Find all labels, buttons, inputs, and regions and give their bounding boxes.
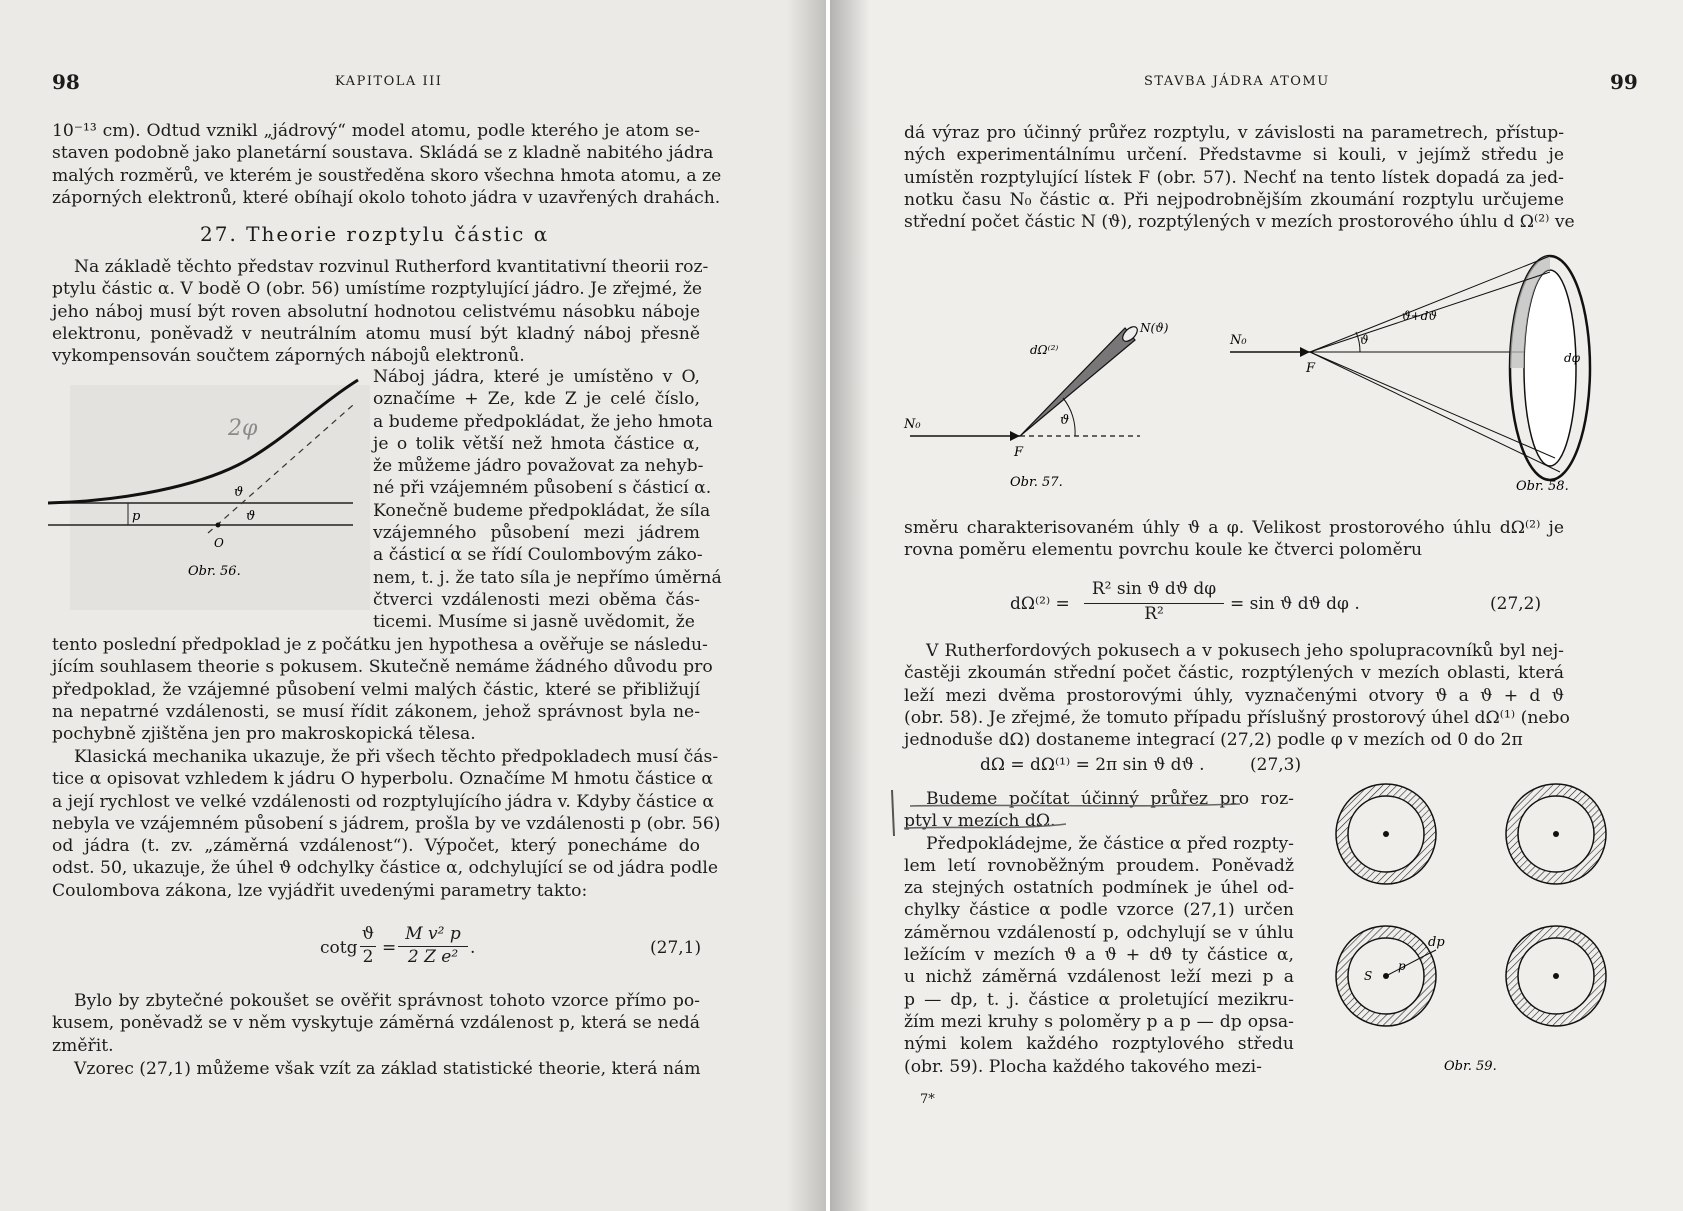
text-line: Konečně budeme předpokládat, že síla (373, 500, 711, 521)
text-line: Na základě těchto představ rozvinul Rutherford kvantitativní theorii roz- (74, 257, 709, 277)
text-line: a budeme předpokládat, že jeho hmota (373, 411, 713, 432)
text-line: že můžeme jádro považovat za nehyb- (373, 456, 704, 477)
eq2-rhs: = sin ϑ dϑ dφ . (1230, 594, 1360, 614)
fig57-label-theta: ϑ (1060, 413, 1070, 428)
fig56-label-p: p (132, 509, 141, 524)
text-line: Předpokládejme, že částice α před rozpty- (926, 833, 1294, 854)
text-line: kusem, poněvadž se v něm vyskytuje záměrná vzdálenost p, která se nedá (52, 1013, 700, 1034)
paragraph-5 (52, 1058, 700, 1080)
text-line: Bylo by zbytečné pokoušet se ověřit správnost tohoto vzorce přímo po- (74, 991, 700, 1011)
eq2-den: R² (1084, 603, 1224, 624)
text-line: předpoklad, že vzájemné působení velmi malých částic, které se přibližují (52, 679, 700, 700)
eq2-number: (27,2) (1490, 594, 1542, 614)
text-line: rovna poměru elementu povrchu koule ke čtverci poloměru (904, 540, 1423, 561)
text-line: Budeme počítat účinný průřez pro roz- (926, 789, 1294, 809)
eq1-lhs: cotg (320, 938, 358, 958)
text-line: u nichž záměrná vzdálenost leží mezi p a (904, 967, 1294, 988)
intro-paragraph (52, 120, 722, 209)
fig59-ring-2 (1506, 784, 1606, 884)
spine-shadow-left (786, 0, 826, 1211)
fig56-label-theta-2: ϑ (246, 509, 256, 524)
right-paragraph (904, 640, 1570, 751)
text-line: Náboj jádra, které je umístěno v O, (373, 367, 700, 387)
fig56-caption: Obr. 56. (188, 564, 241, 579)
text-line: staven podobně jako planetární soustava. Skládá se z kladně nabitého jádra (52, 143, 714, 164)
page-number-right: 99 (1610, 70, 1638, 94)
text-line: Coulombova zákona, lze vyjádřit uvedenými parametry takto: (52, 880, 588, 901)
text-line: Klasická mechanika ukazuje, že při všech těchto předpokladech musí čás- (74, 747, 719, 767)
fig56-label-theta-1: ϑ (234, 485, 244, 500)
text-line: pochybně zjištěna jen pro makroskopická tělesa. (52, 724, 476, 745)
eq1-frac-num: ϑ (361, 924, 375, 944)
text-line: odst. 50, ukazuje, že úhel ϑ odchylky částice α, odchylující se od jádra podle (52, 858, 719, 879)
text-line: jícím souhlasem theorie s pokusem. Skutečně nemáme žádného důvodu pro (52, 657, 713, 678)
equation-27-1: cotg ϑ 2 = M v² p 2 Z e² . (27,1) (320, 924, 702, 967)
running-head-left: KAPITOLA III (335, 74, 443, 89)
paragraph-4 (52, 990, 700, 1057)
eq1-frac-den: 2 (360, 946, 376, 967)
text-line: za stejných ostatních podmínek je úhel od- (904, 878, 1294, 899)
text-line: žím mezi kruhy s poloměry p a p — dp opsa- (904, 1011, 1294, 1032)
fig56-pencil-note: 2φ (228, 416, 258, 441)
running-head-right: STAVBA JÁDRA ATOMU (1144, 74, 1330, 89)
text-line: od jádra (t. zv. „záměrná vzdálenost“). Výpočet, který ponecháme do (52, 836, 700, 857)
text-line: směru charakterisovaném úhly ϑ a φ. Velikost prostorového úhlu dΩ⁽²⁾ je (904, 518, 1564, 538)
eq1-rhs-den: 2 Z e² (398, 946, 468, 967)
fig57-label-domega: dΩ⁽²⁾ (1030, 343, 1059, 357)
text-line: a částicí α se řídí Coulombovým záko- (373, 545, 703, 566)
fig59-label-p: p (1398, 959, 1406, 973)
eq2-num: R² sin ϑ dϑ dφ (1091, 579, 1217, 599)
eq1-number: (27,1) (650, 938, 702, 958)
text-line: je o tolik větší než hmota částice α, (373, 433, 700, 454)
section-title: 27. Theorie rozptylu částic α (200, 222, 550, 246)
right-mid-paragraph (904, 517, 1564, 562)
text-line: Vzorec (27,1) můžeme však vzít za základ statistické theorie, která nám (74, 1059, 701, 1079)
signature-mark: 7* (920, 1092, 935, 1107)
fig58-label-n0: N₀ (1230, 333, 1247, 348)
fig57-caption: Obr. 57. (1010, 475, 1063, 490)
pencil-underline (890, 784, 1290, 844)
figure-58 (1210, 240, 1610, 500)
eq2-lhs: dΩ⁽²⁾ = (1010, 594, 1070, 614)
equation-27-2 (1010, 577, 1570, 633)
fig59-ring-1 (1336, 784, 1436, 884)
text-line: (obr. 59). Plocha každého takového mezi- (904, 1056, 1262, 1077)
fig59-ring-4 (1506, 926, 1606, 1026)
figure-57 (900, 310, 1210, 500)
text-line: elektronu, poněvadž v neutrálním atomu musí být kladný náboj přesně (52, 323, 700, 344)
text-line: na nepatrné vzdálenosti, se musí řídit zákonem, jehož správnost byla ne- (52, 701, 700, 722)
text-line: notku času N₀ částic α. Při nejpodrobnějším zkoumání rozptylu určujeme (904, 189, 1564, 210)
spine-shadow-right (830, 0, 870, 1211)
text-line: chylky částice α podle vzorce (27,1) určen (904, 900, 1294, 921)
eq3-text: dΩ = dΩ⁽¹⁾ = 2π sin ϑ dϑ . (980, 755, 1205, 775)
fig57-label-n0: N₀ (904, 417, 921, 432)
text-line: vzájemného působení mezi jádrem (373, 523, 700, 544)
fig58-label-theta-dtheta: ϑ+dϑ (1402, 309, 1437, 323)
text-line: ležícím v mezích ϑ a ϑ + dϑ ty částice α, (904, 945, 1294, 966)
eq3-number: (27,3) (1250, 755, 1302, 775)
text-line: ptyl v mezích dΩ. (904, 811, 1056, 832)
text-line: p — dp, t. j. částice α proletující mezikru- (904, 989, 1294, 1010)
fig57-label-ntheta: N(ϑ) (1140, 321, 1169, 335)
text-line: umístěn rozptylující lístek F (obr. 57). Nechť na tento lístek dopadá za jed- (904, 167, 1564, 188)
text-line: nebyla ve vzájemném působení s jádrem, prošla by ve vzdálenosti p (obr. 56) (52, 813, 721, 834)
figure-59 (1324, 780, 1620, 1080)
fig59-label-s: S (1364, 969, 1373, 983)
text-line: označíme + Ze, kde Z je celé číslo, (373, 389, 700, 410)
figure-56 (48, 375, 388, 620)
fig59-caption: Obr. 59. (1444, 1059, 1497, 1074)
text-line: né při vzájemném působení s částicí α. (373, 478, 712, 499)
eq1-rhs-num: M v² p (405, 924, 461, 944)
fig58-label-dphi: dφ (1564, 351, 1581, 365)
wrap-paragraph (373, 366, 722, 634)
text-line: změřit. (52, 1035, 114, 1056)
text-line: tice α opisovat vzhledem k jádru O hyperbolu. Označíme M hmotu částice α (52, 769, 713, 790)
text-line: jednoduše dΩ) dostaneme integrací (27,2) podle φ v mezích od 0 do 2π (904, 730, 1523, 751)
text-line: leží mezi dvěma prostorovými úhly, vyznačenými otvory ϑ a ϑ + d ϑ (904, 685, 1564, 706)
text-line: dá výraz pro účinný průřez rozptylu, v závislosti na parametrech, přístup- (904, 123, 1564, 143)
paragraph-3 (52, 746, 721, 902)
fig59-ring-3 (1336, 926, 1445, 1026)
text-line: záporných elektronů, které obíhají okolo tohoto jádra v uzavřených drahách. (52, 187, 721, 208)
text-line: 10⁻¹³ cm). Odtud vznikl „jádrový“ model atomu, podle kterého je atom se- (52, 121, 700, 141)
text-line: (obr. 58). Je zřejmé, že tomuto případu příslušný prostorový úhel dΩ⁽¹⁾ (nebo (904, 707, 1570, 728)
text-line: nem, t. j. že tato síla je nepřímo úměrná (373, 567, 722, 588)
text-line: ptylu částic α. V bodě O (obr. 56) umístíme rozptylující jádro. Je zřejmé, že (52, 279, 703, 300)
text-line: záměrnou vzdáleností p, odchylují se v úhlu (904, 922, 1294, 943)
equation-27-3 (980, 755, 1360, 779)
text-line: lem letí rovnoběžným proudem. Poněvadž (904, 855, 1294, 876)
fig57-label-f: F (1014, 445, 1024, 460)
text-line: vykompensován součtem záporných nábojů elektronů. (52, 346, 525, 367)
text-line: ných experimentálnímu určení. Představme si kouli, v jejímž středu je (904, 145, 1564, 166)
text-line: nými kolem každého rozptylového středu (904, 1034, 1294, 1055)
right-top-paragraph (904, 122, 1575, 233)
paragraph-2 (52, 634, 713, 745)
fig59-label-dp: dp (1428, 935, 1445, 950)
right-page (830, 0, 1683, 1211)
text-line: častěji zkoumán střední počet částic, rozptýlených v mezích oblasti, která (904, 663, 1564, 684)
text-line: střední počet částic N (ϑ), rozptýlených v mezích prostorového úhlu d Ω⁽²⁾ ve (904, 212, 1575, 233)
fig58-caption: Obr. 58. (1516, 479, 1569, 494)
text-line: V Rutherfordových pokusech a v pokusech jeho spolupracovníků byl nej- (926, 641, 1564, 661)
page-number-left: 98 (52, 70, 80, 94)
text-line: a její rychlost ve velké vzdálenosti od rozptylujícího jádra v. Kdyby částice α (52, 791, 714, 812)
text-line: jeho náboj musí být roven absolutní hodnotou celistvému násobku náboje (52, 301, 700, 322)
fig58-label-theta: ϑ (1360, 333, 1369, 347)
text-line: čtverci vzdálenosti mezi oběma čás- (373, 589, 700, 610)
text-line: malých rozměrů, ve kterém je soustředěna skoro všechna hmota atomu, a ze (52, 165, 722, 186)
fig56-label-o: O (214, 536, 224, 550)
text-line: tento poslední předpoklad je z počátku jen hypothesa a ověřuje se následu- (52, 635, 708, 655)
text-line: ticemi. Musíme si jasně uvědomit, že (373, 612, 695, 633)
paragraph-1 (52, 256, 709, 367)
fig58-label-f: F (1306, 361, 1316, 376)
left-page (0, 0, 826, 1211)
